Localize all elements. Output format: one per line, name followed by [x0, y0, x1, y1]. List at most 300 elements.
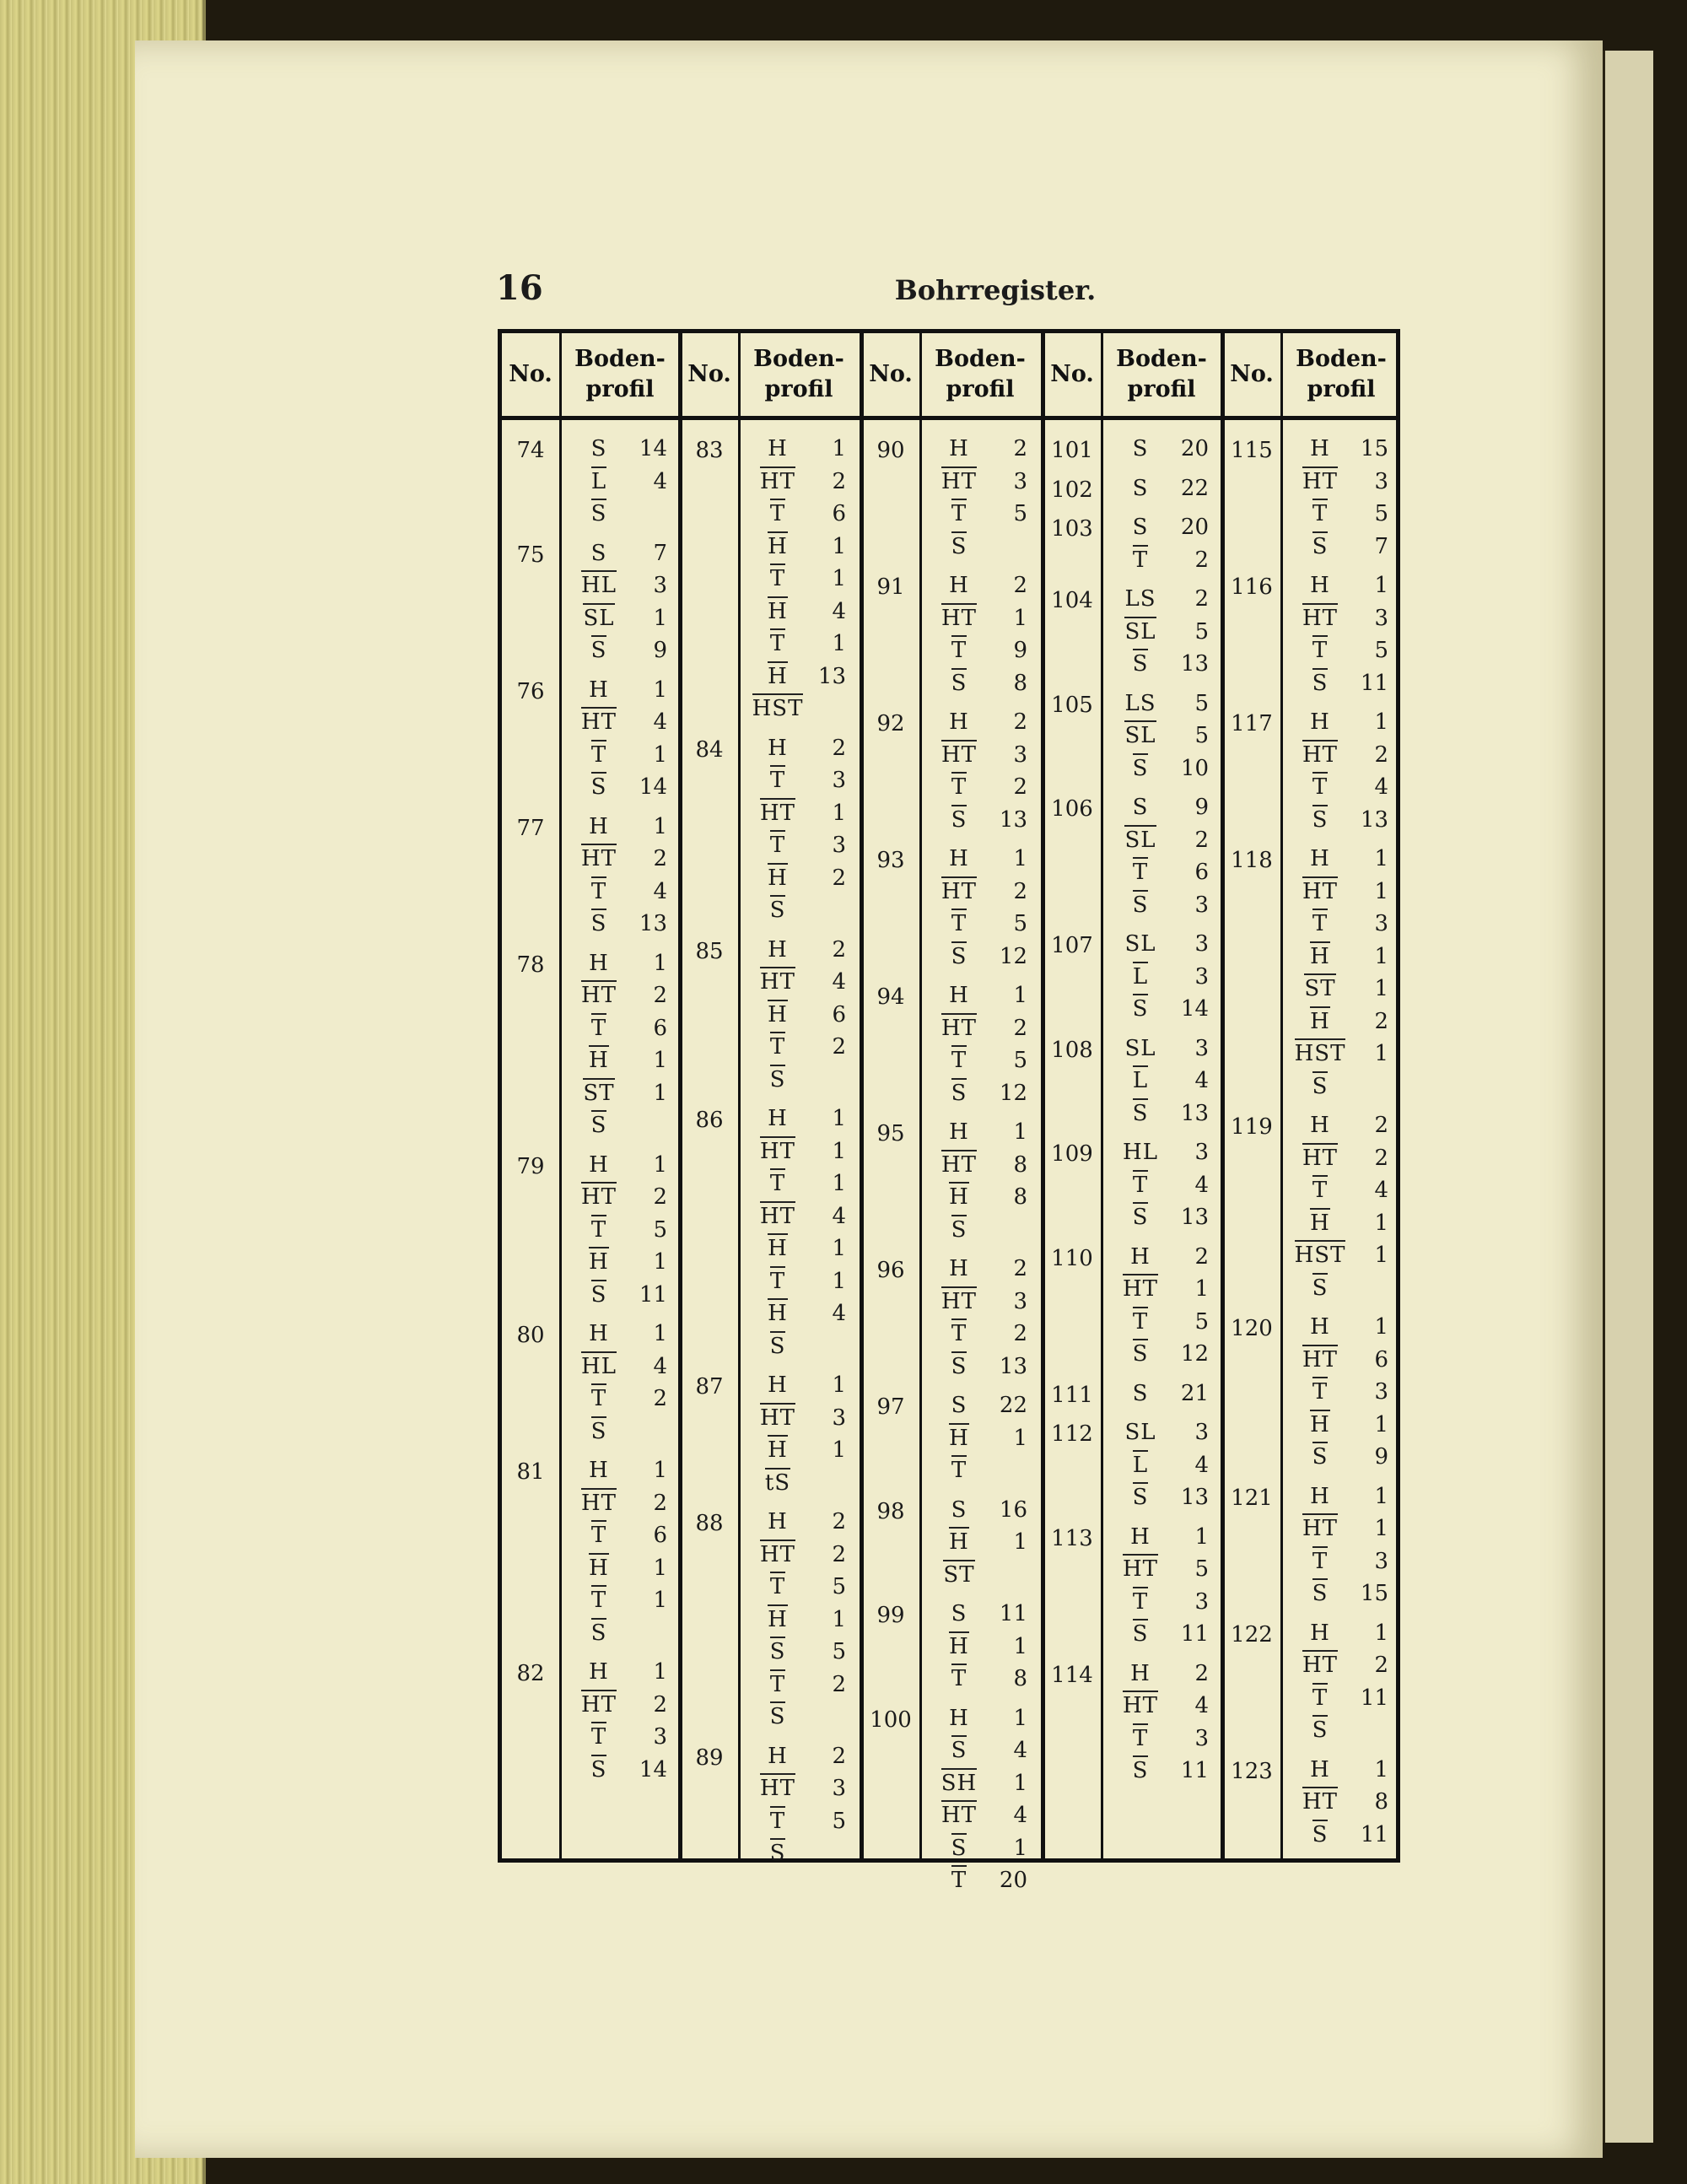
- layer-thickness: 4: [1194, 1452, 1209, 1478]
- soil-layer: [1292, 941, 1388, 973]
- layer-thickness: 11: [999, 1601, 1027, 1627]
- layer-thickness: 5: [832, 1574, 846, 1600]
- soil-symbol: T: [1312, 1546, 1328, 1574]
- soil-symbol: T: [770, 499, 785, 526]
- soil-layer: [931, 1181, 1027, 1214]
- column-divider: [1280, 333, 1283, 1858]
- soil-symbol: T: [1133, 1723, 1148, 1751]
- soil-layer: [571, 1279, 667, 1312]
- layer-thickness: 22: [1180, 475, 1209, 501]
- layer-thickness: 1: [1194, 1276, 1209, 1302]
- soil-profile: [1113, 1378, 1209, 1410]
- soil-layer: [750, 1265, 846, 1298]
- soil-layer: [931, 1864, 1027, 1897]
- layer-thickness: 2: [653, 1691, 667, 1718]
- layer-thickness: 2: [1013, 1015, 1027, 1041]
- soil-layer: [571, 569, 667, 602]
- soil-symbol: H: [1310, 1410, 1330, 1437]
- soil-layer: [931, 979, 1027, 1012]
- soil-layer: [1113, 1658, 1209, 1691]
- soil-layer: [750, 1434, 846, 1467]
- layer-thickness: 14: [639, 1756, 667, 1782]
- soil-symbol: H: [949, 846, 969, 872]
- soil-layer: [1292, 973, 1388, 1006]
- soil-layer: [571, 1721, 667, 1754]
- soil-layer: [571, 1012, 667, 1045]
- soil-layer: [931, 876, 1027, 909]
- soil-layer: [931, 1454, 1027, 1487]
- soil-profile: [571, 537, 667, 667]
- soil-layer: [1292, 1513, 1388, 1545]
- layer-thickness: 8: [1013, 670, 1027, 696]
- soil-layer: [750, 1669, 846, 1701]
- soil-layer: [931, 667, 1027, 700]
- soil-layer: [1113, 1241, 1209, 1274]
- layer-thickness: 13: [817, 663, 846, 689]
- layer-thickness: 3: [832, 833, 846, 859]
- soil-symbol: H: [949, 573, 969, 599]
- soil-layer: [1292, 1207, 1388, 1240]
- soil-symbol: L: [591, 466, 606, 494]
- layer-thickness: 16: [999, 1496, 1027, 1523]
- soil-symbol: T: [591, 1520, 606, 1548]
- soil-layer: [1113, 1449, 1209, 1482]
- soil-layer: [1292, 1174, 1388, 1207]
- soil-layer: [1113, 616, 1209, 649]
- soil-symbol: T: [770, 1806, 785, 1834]
- soil-symbol: tS: [765, 1468, 790, 1496]
- soil-symbol: H: [768, 1372, 788, 1399]
- layer-thickness: 3: [1374, 605, 1388, 631]
- soil-symbol: T: [1133, 857, 1148, 885]
- layer-thickness: 15: [1360, 1581, 1388, 1607]
- layer-thickness: 4: [832, 1301, 846, 1327]
- soil-symbol: H: [949, 1705, 969, 1731]
- soil-profile: [1292, 843, 1388, 1103]
- soil-symbol: HT: [941, 466, 977, 494]
- layer-thickness: 1: [832, 1106, 846, 1132]
- soil-symbol: H: [589, 950, 609, 976]
- soil-layer: [571, 706, 667, 739]
- layer-thickness: 4: [1013, 1738, 1027, 1764]
- soil-layer: [931, 1149, 1027, 1182]
- boring-number: 122: [1231, 1621, 1273, 1647]
- soil-symbol: HT: [1302, 466, 1338, 494]
- soil-symbol: S: [591, 1110, 607, 1138]
- soil-layer: [750, 732, 846, 765]
- soil-symbol: S: [1312, 668, 1329, 696]
- layer-thickness: 5: [1374, 501, 1388, 527]
- layer-thickness: 11: [639, 1281, 667, 1308]
- layer-thickness: 5: [832, 1639, 846, 1665]
- soil-symbol: H: [1130, 1660, 1151, 1686]
- layer-thickness: 1: [1013, 846, 1027, 872]
- boring-number: 80: [516, 1323, 545, 1348]
- soil-layer: [571, 1754, 667, 1787]
- soil-layer: [571, 1044, 667, 1077]
- page-number: 16: [496, 268, 543, 308]
- layer-thickness: 3: [653, 1724, 667, 1750]
- boring-number: 117: [1231, 711, 1273, 736]
- layer-thickness: 1: [653, 950, 667, 976]
- soil-layer: [1292, 1819, 1388, 1852]
- soil-layer: [571, 1656, 667, 1689]
- soil-symbol: H: [589, 1045, 609, 1073]
- layer-thickness: 21: [1180, 1380, 1209, 1406]
- soil-symbol: H: [768, 531, 788, 559]
- soil-symbol: T: [1312, 1377, 1328, 1405]
- boring-number: 79: [516, 1153, 545, 1179]
- header-no: No.: [1230, 360, 1274, 387]
- soil-layer: [750, 1604, 846, 1637]
- soil-symbol: H: [949, 709, 969, 736]
- soil-profile: [1113, 791, 1209, 921]
- boring-number: 105: [1051, 692, 1093, 718]
- soil-symbol: T: [591, 740, 606, 768]
- layer-thickness: 1: [832, 533, 846, 559]
- soil-symbol: HT: [1302, 603, 1338, 631]
- soil-layer: [1113, 1618, 1209, 1651]
- soil-layer: [931, 498, 1027, 531]
- soil-symbol: H: [1310, 941, 1330, 969]
- layer-thickness: 5: [832, 1808, 846, 1834]
- soil-layer: [1292, 1649, 1388, 1682]
- soil-symbol: H: [768, 1106, 788, 1132]
- soil-profile: [750, 934, 846, 1097]
- layer-thickness: 1: [1013, 1119, 1027, 1146]
- layer-thickness: 3: [653, 573, 667, 599]
- layer-thickness: 2: [832, 735, 846, 761]
- soil-symbol: S: [591, 1755, 607, 1782]
- soil-symbol: HT: [1123, 1274, 1158, 1302]
- soil-profile: [1113, 1416, 1209, 1514]
- layer-thickness: 2: [1013, 436, 1027, 462]
- soil-profile: [931, 433, 1027, 563]
- soil-symbol: HST: [1295, 1240, 1346, 1268]
- boring-number: 110: [1051, 1245, 1093, 1271]
- layer-thickness: 2: [653, 983, 667, 1009]
- soil-symbol: T: [951, 1664, 967, 1691]
- soil-layer: [1113, 1416, 1209, 1449]
- soil-layer: [571, 1246, 667, 1279]
- header-no: No.: [1050, 360, 1094, 387]
- soil-symbol: H: [768, 596, 788, 624]
- column-divider: [1101, 333, 1103, 1858]
- soil-symbol: T: [951, 1318, 967, 1346]
- layer-thickness: 2: [1194, 1243, 1209, 1270]
- layer-thickness: 5: [1194, 1308, 1209, 1335]
- soil-layer: [1292, 1142, 1388, 1175]
- layer-thickness: 9: [1194, 795, 1209, 821]
- boring-number: 96: [876, 1258, 905, 1283]
- boring-number: 123: [1231, 1758, 1273, 1784]
- soil-layer: [1113, 511, 1209, 544]
- layer-thickness: 2: [1013, 573, 1027, 599]
- soil-layer: [750, 1539, 846, 1572]
- soil-symbol: T: [951, 1455, 967, 1483]
- soil-symbol: HT: [1302, 876, 1338, 904]
- soil-layer: [1113, 791, 1209, 824]
- layer-thickness: 2: [653, 846, 667, 872]
- soil-layer: [1292, 531, 1388, 564]
- soil-layer: [571, 1416, 667, 1448]
- layer-thickness: 5: [1194, 723, 1209, 749]
- soil-profile: [1292, 706, 1388, 836]
- layer-thickness: 3: [1194, 931, 1209, 957]
- soil-symbol: HT: [581, 1182, 617, 1210]
- layer-thickness: 2: [1374, 741, 1388, 768]
- soil-layer: [571, 843, 667, 876]
- soil-profile: [1113, 688, 1209, 785]
- layer-thickness: 5: [1374, 638, 1388, 664]
- soil-symbol: S: [951, 1078, 967, 1106]
- soil-layer: [571, 908, 667, 941]
- soil-symbol: SH: [941, 1768, 978, 1796]
- layer-thickness: 9: [653, 638, 667, 664]
- soil-layer: [1292, 667, 1388, 700]
- header-no: No.: [869, 360, 913, 387]
- layer-thickness: 5: [1013, 501, 1027, 527]
- layer-thickness: 1: [832, 800, 846, 826]
- soil-symbol: HT: [1302, 1787, 1338, 1815]
- soil-layer: [750, 628, 846, 661]
- soil-symbol: T: [1312, 499, 1328, 526]
- boring-number: 121: [1231, 1485, 1273, 1511]
- soil-symbol: T: [770, 1266, 785, 1294]
- soil-profile: [931, 1702, 1027, 1897]
- soil-symbol: S: [590, 436, 607, 462]
- layer-thickness: 5: [653, 1216, 667, 1243]
- soil-profile: [750, 1369, 846, 1499]
- soil-symbol: T: [951, 635, 967, 663]
- soil-symbol: H: [949, 1119, 969, 1146]
- soil-layer: [931, 1526, 1027, 1559]
- soil-symbol: T: [1133, 1307, 1148, 1335]
- layer-thickness: 14: [639, 436, 667, 462]
- soil-profile: [931, 569, 1027, 699]
- layer-thickness: 2: [832, 1034, 846, 1060]
- soil-layer: [1113, 1521, 1209, 1554]
- soil-symbol: H: [589, 1247, 609, 1275]
- layer-thickness: 2: [1194, 1660, 1209, 1686]
- soil-profile: [931, 1389, 1027, 1487]
- soil-symbol: SL: [1124, 931, 1156, 957]
- soil-layer: [1292, 739, 1388, 772]
- soil-symbol: HT: [941, 1013, 977, 1041]
- boring-number: 92: [876, 711, 905, 736]
- layer-thickness: 6: [1194, 860, 1209, 886]
- soil-symbol: S: [591, 772, 607, 800]
- layer-thickness: 11: [1360, 670, 1388, 696]
- soil-layer: [931, 1214, 1027, 1247]
- soil-layer: [1113, 720, 1209, 752]
- soil-layer: [571, 1454, 667, 1487]
- soil-layer: [1113, 961, 1209, 994]
- soil-layer: [1113, 433, 1209, 466]
- soil-layer: [1292, 1617, 1388, 1650]
- soil-layer: [571, 1487, 667, 1520]
- layer-thickness: 8: [1013, 1184, 1027, 1211]
- soil-layer: [571, 979, 667, 1012]
- boring-number: 115: [1231, 438, 1273, 463]
- soil-layer: [931, 1351, 1027, 1383]
- soil-layer: [1113, 1169, 1209, 1202]
- soil-layer: [750, 934, 846, 967]
- soil-symbol: H: [949, 1182, 969, 1210]
- soil-symbol: H: [1310, 1208, 1330, 1236]
- soil-layer: [1113, 1306, 1209, 1339]
- layer-thickness: 12: [999, 1080, 1027, 1106]
- header-no: No.: [509, 360, 552, 387]
- soil-symbol: S: [1133, 1339, 1149, 1367]
- soil-symbol: S: [1312, 531, 1329, 559]
- soil-symbol: S: [1133, 1202, 1149, 1230]
- soil-layer: [571, 739, 667, 772]
- soil-layer: [1292, 1344, 1388, 1377]
- layer-thickness: 1: [1374, 1411, 1388, 1437]
- soil-layer: [571, 498, 667, 531]
- soil-layer: [1292, 1272, 1388, 1305]
- soil-profile: [1292, 1109, 1388, 1304]
- layer-thickness: 2: [1013, 1321, 1027, 1347]
- soil-layer: [571, 771, 667, 804]
- layer-thickness: 1: [653, 1659, 667, 1685]
- soil-layer: [1292, 908, 1388, 941]
- soil-symbol: H: [1310, 573, 1330, 599]
- layer-thickness: 14: [1180, 996, 1209, 1022]
- soil-symbol: HT: [1302, 1143, 1338, 1171]
- layer-thickness: 4: [653, 468, 667, 494]
- soil-layer: [1292, 569, 1388, 602]
- boring-number: 103: [1051, 516, 1093, 542]
- soil-profile: [1113, 1521, 1209, 1651]
- soil-symbol: H: [1310, 1006, 1330, 1034]
- layer-thickness: 5: [1194, 1556, 1209, 1583]
- soil-layer: [1292, 498, 1388, 531]
- layer-thickness: 1: [1374, 709, 1388, 736]
- soil-layer: [1113, 648, 1209, 681]
- soil-symbol: HT: [1302, 1345, 1338, 1372]
- layer-thickness: 4: [832, 1203, 846, 1229]
- soil-symbol: HT: [581, 1488, 617, 1516]
- soil-symbol: T: [1133, 1170, 1148, 1198]
- soil-profile: [750, 433, 846, 725]
- layer-thickness: 3: [832, 768, 846, 794]
- layer-thickness: 2: [1194, 827, 1209, 853]
- soil-symbol: H: [1310, 1483, 1330, 1509]
- layer-thickness: 1: [653, 813, 667, 839]
- soil-symbol: HT: [1302, 1650, 1338, 1678]
- soil-symbol: T: [951, 1045, 967, 1073]
- soil-profile: [1113, 1136, 1209, 1234]
- soil-symbol: S: [770, 895, 786, 923]
- soil-layer: [1113, 752, 1209, 785]
- soil-layer: [571, 466, 667, 499]
- layer-thickness: 1: [1013, 1529, 1027, 1556]
- soil-profile: [1113, 1033, 1209, 1130]
- soil-profile: [931, 706, 1027, 836]
- soil-layer: [931, 1734, 1027, 1767]
- boring-number: 93: [876, 848, 905, 873]
- soil-layer: [931, 1077, 1027, 1110]
- soil-layer: [750, 1330, 846, 1363]
- soil-layer: [1113, 856, 1209, 889]
- soil-profile: [750, 1103, 846, 1362]
- soil-symbol: H: [1310, 1113, 1330, 1139]
- layer-thickness: 3: [1374, 468, 1388, 494]
- soil-symbol: SL: [1124, 617, 1156, 644]
- layer-thickness: 8: [1374, 1789, 1388, 1815]
- layer-thickness: 1: [1374, 943, 1388, 969]
- boring-number: 78: [516, 952, 545, 978]
- soil-profile: [1292, 569, 1388, 699]
- boring-number: 81: [516, 1459, 545, 1485]
- soil-layer: [750, 894, 846, 927]
- soil-symbol: S: [1312, 1578, 1329, 1606]
- soil-layer: [1113, 1136, 1209, 1169]
- soil-symbol: H: [949, 1256, 969, 1282]
- soil-layer: [1292, 1109, 1388, 1142]
- soil-layer: [1292, 1714, 1388, 1747]
- layer-thickness: 14: [639, 774, 667, 801]
- soil-layer: [750, 498, 846, 531]
- soil-symbol: HT: [760, 1773, 795, 1801]
- group-divider: [678, 333, 682, 1858]
- soil-symbol: HT: [581, 707, 617, 735]
- layer-thickness: 3: [1374, 1548, 1388, 1574]
- boring-number: 111: [1051, 1382, 1093, 1408]
- boring-number: 113: [1051, 1525, 1093, 1551]
- soil-symbol: H: [1130, 1243, 1151, 1270]
- soil-profile: [571, 674, 667, 804]
- soil-layer: [750, 563, 846, 596]
- soil-layer: [750, 1167, 846, 1200]
- soil-layer: [750, 466, 846, 499]
- layer-thickness: 1: [653, 1321, 667, 1347]
- boring-number: 107: [1051, 933, 1093, 958]
- soil-layer: [1292, 1038, 1388, 1070]
- soil-layer: [931, 1832, 1027, 1865]
- soil-symbol: S: [770, 1637, 786, 1664]
- soil-symbol: S: [591, 1618, 607, 1646]
- layer-thickness: 2: [1013, 774, 1027, 801]
- soil-profile: [1292, 1754, 1388, 1852]
- soil-layer: [750, 862, 846, 895]
- layer-thickness: 1: [1013, 1633, 1027, 1659]
- soil-layer: [1292, 602, 1388, 635]
- soil-layer: [931, 1318, 1027, 1351]
- soil-layer: [750, 693, 846, 725]
- soil-layer: [931, 1422, 1027, 1455]
- soil-symbol: HT: [760, 1403, 795, 1431]
- soil-layer: [1292, 1682, 1388, 1715]
- layer-thickness: 2: [1374, 1008, 1388, 1034]
- soil-symbol: HT: [1302, 740, 1338, 768]
- soil-symbol: S: [1312, 1820, 1329, 1847]
- soil-symbol: S: [951, 668, 967, 696]
- layer-thickness: 2: [1374, 1113, 1388, 1139]
- soil-layer: [750, 797, 846, 830]
- soil-layer: [571, 947, 667, 980]
- layer-thickness: 20: [999, 1868, 1027, 1894]
- soil-profile: [571, 1454, 667, 1649]
- soil-layer: [1292, 843, 1388, 876]
- soil-symbol: S: [1133, 1098, 1149, 1126]
- layer-thickness: 2: [1194, 586, 1209, 612]
- layer-thickness: 4: [1374, 774, 1388, 801]
- soil-symbol: H: [589, 1553, 609, 1581]
- soil-symbol: S: [770, 1331, 786, 1359]
